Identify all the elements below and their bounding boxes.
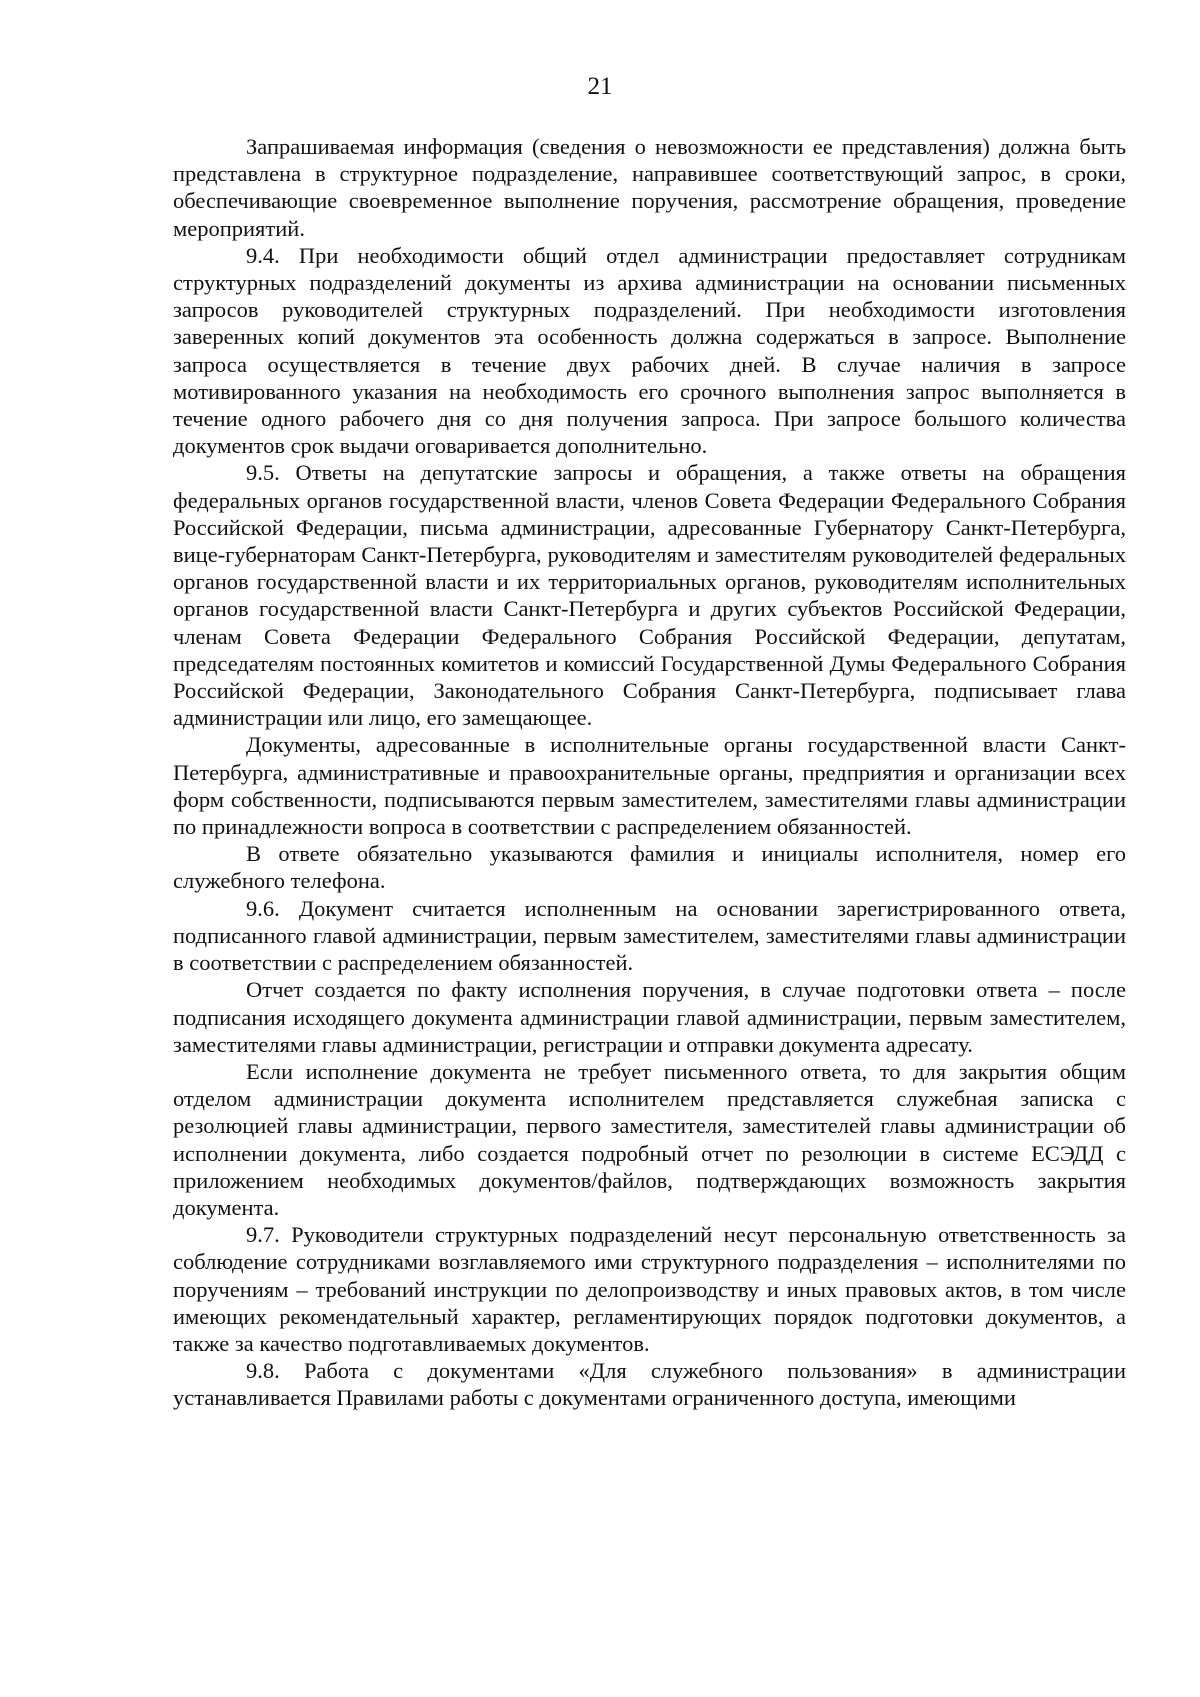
page-number: 21 (587, 73, 613, 100)
paragraph-answer-contacts: В ответе обязательно указываются фамилия и инициалы исполнителя, номер его служебного телефона. (173, 841, 1126, 894)
paragraph-9-8: 9.8. Работа с документами «Для служебного пользования» в администрации устанавливается Правилами работы с документами ограниченного доступа, имеющими (173, 1358, 1126, 1411)
paragraph-9-5: 9.5. Ответы на депутатские запросы и обращения, а также ответы на обращения федеральных органов государственной власти, членов Совета Федерации Федерального Собрания Российской Федерации, письма администрации, адресованные Губернатору Санкт-Петербурга, вице-губернаторам Санкт-Петербурга, руководителям и заместителям руководителей федеральных органов государственной власти и их территориальных органов, руководителям исполнительных органов государственной власти Санкт-Петербурга и других субъектов Российской Федерации, членам Совета Федерации Федерального Собрания Российской Федерации, депутатам, председателям постоянных комитетов и комиссий Государственной Думы Федерального Собрания Российской Федерации, Законодательного Собрания Санкт-Петербурга, подписывает глава администрации или лицо, его замещающее. (173, 460, 1126, 731)
document-body (173, 133, 1126, 1412)
paragraph-no-written-answer: Если исполнение документа не требует письменного ответа, то для закрытия общим отделом администрации документа исполнителем представляется служебная записка с резолюцией главы администрации, первого заместителя, заместителей главы администрации об исполнении документа, либо создается подробный отчет по резолюции в системе ЕСЭДД с приложением необходимых документов/файлов, подтверждающих возможность закрытия документа. (173, 1058, 1126, 1220)
paragraph-report-created: Отчет создается по факту исполнения поручения, в случае подготовки ответа – после подписания исходящего документа администрации главой администрации, первым заместителем, заместителями главы администрации, регистрации и отправки документа адресату. (173, 977, 1126, 1057)
paragraph-9-6: 9.6. Документ считается исполненным на основании зарегистрированного ответа, подписанного главой администрации, первым заместителем, заместителями главы администрации в соответствии с распределением обязанностей. (173, 895, 1126, 976)
paragraph-9-4: 9.4. При необходимости общий отдел администрации предоставляет сотрудникам структурных подразделений документы из архива администрации на основании письменных запросов руководителей структурных подразделений. При необходимости изготовления заверенных копий документов эта особенность должна содержаться в запросе. Выполнение запроса осуществляется в течение двух рабочих дней. В случае наличия в запросе мотивированного указания на необходимость его срочного выполнения запрос выполняется в течение одного рабочего дня со дня получения запроса. При запросе большого количества документов срок выдачи оговаривается дополнительно. (173, 242, 1126, 459)
paragraph-requested-info: Запрашиваемая информация (сведения о невозможности ее представления) должна быть представлена в структурное подразделение, направившее соответствующий запрос, в сроки, обеспечивающие своевременное выполнение поручения, рассмотрение обращения, проведение мероприятий. (173, 134, 1126, 241)
paragraph-9-7: 9.7. Руководители структурных подразделений несут персональную ответственность за соблюдение сотрудниками возглавляемого ими структурного подразделения – исполнителями по поручениям – требований инструкции по делопроизводству и иных правовых актов, в том числе имеющих рекомендательный характер, регламентирующих порядок подготовки документов, а также за качество подготавливаемых документов. (173, 1222, 1126, 1356)
paragraph-documents-addressed: Документы, адресованные в исполнительные органы государственной власти Санкт-Петербурга, административные и правоохранительные органы, предприятия и организации всех форм собственности, подписываются первым заместителем, заместителями главы администрации по принадлежности вопроса в соответствии с распределением обязанностей. (173, 732, 1126, 840)
